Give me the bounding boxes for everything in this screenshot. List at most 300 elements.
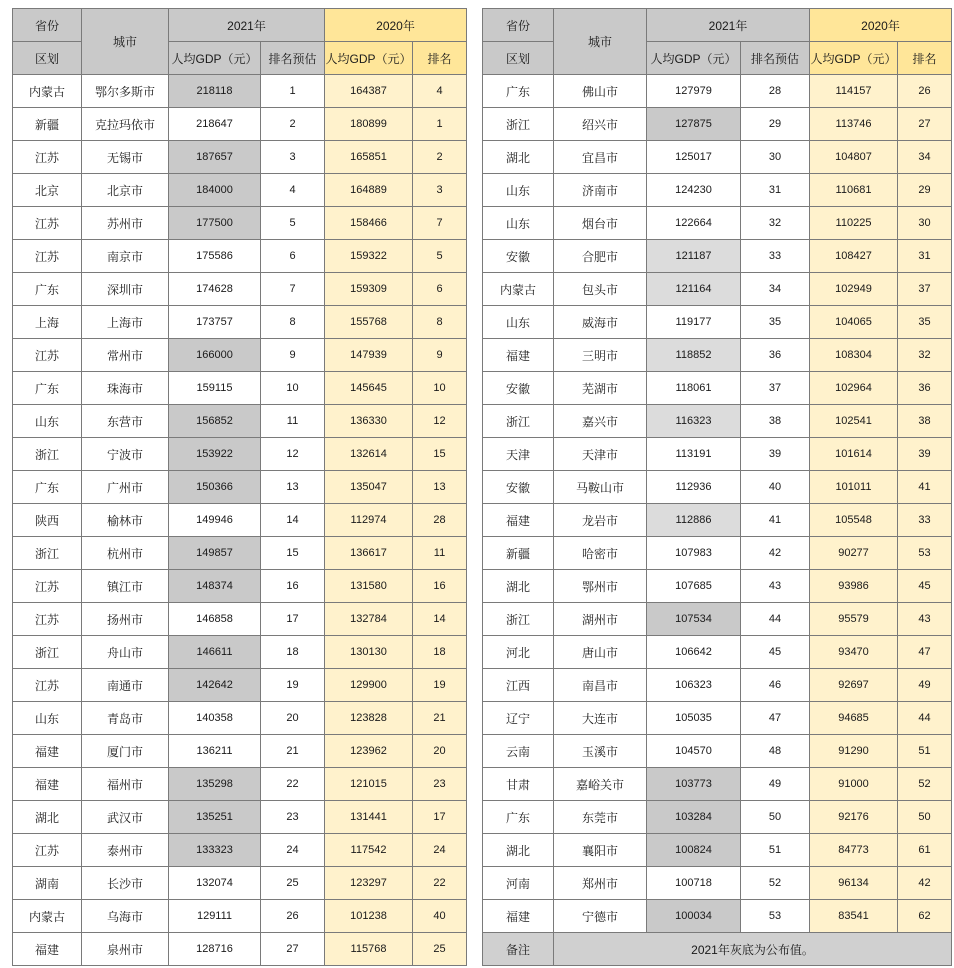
city-cell: 南京市: [82, 240, 169, 273]
rank-estimate-cell: 21: [261, 735, 325, 768]
city-cell: 乌海市: [82, 900, 169, 933]
table-row: [13, 834, 467, 867]
city-cell: 武汉市: [82, 801, 169, 834]
table-row: [13, 702, 467, 735]
header-2020: 2020年: [810, 9, 952, 42]
gdp-2020-cell: 123297: [325, 867, 413, 900]
rank-2020-cell: 26: [898, 75, 952, 108]
gdp-2021-cell: 177500: [169, 207, 261, 240]
gdp-2020-cell: 93986: [810, 570, 898, 603]
gdp-2021-cell: 218647: [169, 108, 261, 141]
rank-2020-cell: 2: [413, 141, 467, 174]
gdp-2020-cell: 131441: [325, 801, 413, 834]
province-cell: 江苏: [13, 339, 82, 372]
rank-estimate-cell: 26: [261, 900, 325, 933]
province-cell: 江苏: [13, 603, 82, 636]
table-row: [483, 471, 952, 504]
table-row: [13, 735, 467, 768]
rank-estimate-cell: 4: [261, 174, 325, 207]
rank-2020-cell: 4: [413, 75, 467, 108]
province-cell: 山东: [483, 306, 554, 339]
gdp-2020-cell: 94685: [810, 702, 898, 735]
rank-estimate-cell: 22: [261, 768, 325, 801]
city-cell: 湖州市: [554, 603, 647, 636]
rank-2020-cell: 18: [413, 636, 467, 669]
city-cell: 合肥市: [554, 240, 647, 273]
ranking-table-left: [12, 8, 467, 966]
province-cell: 浙江: [483, 603, 554, 636]
rank-estimate-cell: 38: [741, 405, 810, 438]
rank-2020-cell: 14: [413, 603, 467, 636]
gdp-2020-cell: 91290: [810, 735, 898, 768]
table-row: [13, 207, 467, 240]
city-cell: 苏州市: [82, 207, 169, 240]
table-row: [483, 801, 952, 834]
rank-estimate-cell: 14: [261, 504, 325, 537]
table-row: [483, 669, 952, 702]
city-cell: 龙岩市: [554, 504, 647, 537]
gdp-2020-cell: 136330: [325, 405, 413, 438]
table-body-right: [483, 75, 952, 933]
header-province: 省份: [13, 9, 82, 42]
gdp-2020-cell: 115768: [325, 933, 413, 966]
rank-estimate-cell: 8: [261, 306, 325, 339]
table-row: [483, 240, 952, 273]
gdp-2021-cell: 136211: [169, 735, 261, 768]
header-rank-estimate: 排名预估: [741, 42, 810, 75]
gdp-2020-cell: 114157: [810, 75, 898, 108]
rank-2020-cell: 39: [898, 438, 952, 471]
table-row: [483, 636, 952, 669]
city-cell: 东营市: [82, 405, 169, 438]
header-province: 省份: [483, 9, 554, 42]
gdp-2020-cell: 136617: [325, 537, 413, 570]
gdp-2021-cell: 107685: [647, 570, 741, 603]
gdp-2020-cell: 130130: [325, 636, 413, 669]
rank-estimate-cell: 3: [261, 141, 325, 174]
gdp-2021-cell: 116323: [647, 405, 741, 438]
gdp-2021-cell: 166000: [169, 339, 261, 372]
province-cell: 浙江: [13, 537, 82, 570]
gdp-2020-cell: 112974: [325, 504, 413, 537]
gdp-2020-cell: 159322: [325, 240, 413, 273]
rank-estimate-cell: 2: [261, 108, 325, 141]
province-cell: 辽宁: [483, 702, 554, 735]
gdp-2020-cell: 92697: [810, 669, 898, 702]
rank-estimate-cell: 39: [741, 438, 810, 471]
gdp-2020-cell: 108304: [810, 339, 898, 372]
table-row: [13, 174, 467, 207]
rank-2020-cell: 21: [413, 702, 467, 735]
header-gdp-2020: 人均GDP（元）: [810, 42, 898, 75]
gdp-2021-cell: 127875: [647, 108, 741, 141]
rank-2020-cell: 31: [898, 240, 952, 273]
city-cell: 包头市: [554, 273, 647, 306]
rank-estimate-cell: 37: [741, 372, 810, 405]
rank-2020-cell: 5: [413, 240, 467, 273]
rank-2020-cell: 22: [413, 867, 467, 900]
city-cell: 大连市: [554, 702, 647, 735]
gdp-2020-cell: 93470: [810, 636, 898, 669]
city-cell: 玉溪市: [554, 735, 647, 768]
province-cell: 内蒙古: [483, 273, 554, 306]
rank-estimate-cell: 32: [741, 207, 810, 240]
city-cell: 北京市: [82, 174, 169, 207]
gdp-2021-cell: 175586: [169, 240, 261, 273]
rank-estimate-cell: 42: [741, 537, 810, 570]
gdp-2020-cell: 102949: [810, 273, 898, 306]
table-row: [13, 867, 467, 900]
gdp-2020-cell: 84773: [810, 834, 898, 867]
rank-2020-cell: 11: [413, 537, 467, 570]
gdp-2021-cell: 174628: [169, 273, 261, 306]
rank-2020-cell: 47: [898, 636, 952, 669]
rank-estimate-cell: 51: [741, 834, 810, 867]
table-row: [13, 372, 467, 405]
rank-estimate-cell: 35: [741, 306, 810, 339]
rank-2020-cell: 12: [413, 405, 467, 438]
gdp-2020-cell: 90277: [810, 537, 898, 570]
gdp-2021-cell: 129111: [169, 900, 261, 933]
header-rank-2020: 排名: [898, 42, 952, 75]
province-cell: 安徽: [483, 471, 554, 504]
gdp-2021-cell: 132074: [169, 867, 261, 900]
province-cell: 山东: [483, 174, 554, 207]
rank-2020-cell: 53: [898, 537, 952, 570]
header-gdp-2020: 人均GDP（元）: [325, 42, 413, 75]
province-cell: 福建: [13, 768, 82, 801]
rank-estimate-cell: 53: [741, 900, 810, 933]
rank-estimate-cell: 5: [261, 207, 325, 240]
note-label: 备注: [483, 933, 554, 966]
rank-estimate-cell: 6: [261, 240, 325, 273]
rank-2020-cell: 8: [413, 306, 467, 339]
rank-estimate-cell: 20: [261, 702, 325, 735]
gdp-2020-cell: 110681: [810, 174, 898, 207]
gdp-2021-cell: 125017: [647, 141, 741, 174]
rank-estimate-cell: 33: [741, 240, 810, 273]
table-row: [483, 867, 952, 900]
gdp-2020-cell: 104807: [810, 141, 898, 174]
city-cell: 唐山市: [554, 636, 647, 669]
province-cell: 河北: [483, 636, 554, 669]
table-row: [13, 75, 467, 108]
city-cell: 舟山市: [82, 636, 169, 669]
rank-2020-cell: 49: [898, 669, 952, 702]
gdp-2020-cell: 147939: [325, 339, 413, 372]
rank-estimate-cell: 49: [741, 768, 810, 801]
rank-2020-cell: 19: [413, 669, 467, 702]
gdp-2021-cell: 156852: [169, 405, 261, 438]
gdp-2020-cell: 135047: [325, 471, 413, 504]
province-cell: 湖南: [13, 867, 82, 900]
header-city: 城市: [82, 9, 169, 75]
province-cell: 河南: [483, 867, 554, 900]
gdp-2021-cell: 121187: [647, 240, 741, 273]
city-cell: 嘉兴市: [554, 405, 647, 438]
province-cell: 湖北: [13, 801, 82, 834]
city-cell: 绍兴市: [554, 108, 647, 141]
rank-2020-cell: 50: [898, 801, 952, 834]
table-row: [483, 108, 952, 141]
city-cell: 南昌市: [554, 669, 647, 702]
gdp-2020-cell: 117542: [325, 834, 413, 867]
rank-2020-cell: 44: [898, 702, 952, 735]
province-cell: 安徽: [483, 240, 554, 273]
gdp-2021-cell: 119177: [647, 306, 741, 339]
province-cell: 甘肃: [483, 768, 554, 801]
gdp-2021-cell: 150366: [169, 471, 261, 504]
table-body-left: [13, 75, 467, 966]
province-cell: 广东: [483, 801, 554, 834]
city-cell: 广州市: [82, 471, 169, 504]
city-cell: 郑州市: [554, 867, 647, 900]
province-cell: 新疆: [483, 537, 554, 570]
table-row: [13, 405, 467, 438]
table-row: [13, 438, 467, 471]
header-region: 区划: [13, 42, 82, 75]
gdp-2020-cell: 91000: [810, 768, 898, 801]
rank-2020-cell: 20: [413, 735, 467, 768]
gdp-2021-cell: 218118: [169, 75, 261, 108]
header-2021: 2021年: [169, 9, 325, 42]
province-cell: 陕西: [13, 504, 82, 537]
gdp-2020-cell: 101614: [810, 438, 898, 471]
gdp-2021-cell: 149857: [169, 537, 261, 570]
rank-estimate-cell: 48: [741, 735, 810, 768]
rank-estimate-cell: 19: [261, 669, 325, 702]
table-row: [483, 339, 952, 372]
gdp-2020-cell: 104065: [810, 306, 898, 339]
city-cell: 襄阳市: [554, 834, 647, 867]
city-cell: 无锡市: [82, 141, 169, 174]
table-row: [13, 471, 467, 504]
rank-estimate-cell: 29: [741, 108, 810, 141]
table-gap: [466, 8, 482, 968]
gdp-2021-cell: 184000: [169, 174, 261, 207]
city-cell: 榆林市: [82, 504, 169, 537]
gdp-2021-cell: 100034: [647, 900, 741, 933]
gdp-2021-cell: 113191: [647, 438, 741, 471]
header-region: 区划: [483, 42, 554, 75]
table-row: [483, 207, 952, 240]
rank-estimate-cell: 17: [261, 603, 325, 636]
gdp-2020-cell: 108427: [810, 240, 898, 273]
province-cell: 内蒙古: [13, 900, 82, 933]
rank-estimate-cell: 41: [741, 504, 810, 537]
city-cell: 长沙市: [82, 867, 169, 900]
table-row: [13, 636, 467, 669]
rank-estimate-cell: 27: [261, 933, 325, 966]
gdp-2021-cell: 100824: [647, 834, 741, 867]
gdp-2020-cell: 165851: [325, 141, 413, 174]
table-row: [483, 834, 952, 867]
rank-estimate-cell: 34: [741, 273, 810, 306]
province-cell: 浙江: [483, 108, 554, 141]
city-cell: 福州市: [82, 768, 169, 801]
table-row: [483, 306, 952, 339]
rank-2020-cell: 33: [898, 504, 952, 537]
gdp-2020-cell: 164387: [325, 75, 413, 108]
gdp-2020-cell: 180899: [325, 108, 413, 141]
gdp-2021-cell: 127979: [647, 75, 741, 108]
province-cell: 江苏: [13, 570, 82, 603]
table-row: [483, 141, 952, 174]
gdp-2021-cell: 140358: [169, 702, 261, 735]
rank-2020-cell: 25: [413, 933, 467, 966]
city-cell: 威海市: [554, 306, 647, 339]
rank-2020-cell: 29: [898, 174, 952, 207]
gdp-2021-cell: 149946: [169, 504, 261, 537]
gdp-2020-cell: 96134: [810, 867, 898, 900]
rank-2020-cell: 3: [413, 174, 467, 207]
table-row: [483, 405, 952, 438]
table-row: [483, 702, 952, 735]
gdp-2021-cell: 187657: [169, 141, 261, 174]
gdp-2020-cell: 105548: [810, 504, 898, 537]
province-cell: 江苏: [13, 669, 82, 702]
rank-2020-cell: 32: [898, 339, 952, 372]
table-row: [13, 240, 467, 273]
table-row: [483, 438, 952, 471]
province-cell: 山东: [13, 405, 82, 438]
gdp-2020-cell: 113746: [810, 108, 898, 141]
rank-2020-cell: 34: [898, 141, 952, 174]
gdp-2021-cell: 118061: [647, 372, 741, 405]
province-cell: 福建: [483, 339, 554, 372]
table-row: [13, 570, 467, 603]
header-2021: 2021年: [647, 9, 810, 42]
city-cell: 南通市: [82, 669, 169, 702]
rank-2020-cell: 42: [898, 867, 952, 900]
province-cell: 上海: [13, 306, 82, 339]
ranking-table-right: [482, 8, 952, 966]
rank-estimate-cell: 46: [741, 669, 810, 702]
gdp-2021-cell: 121164: [647, 273, 741, 306]
city-cell: 马鞍山市: [554, 471, 647, 504]
gdp-2021-cell: 104570: [647, 735, 741, 768]
gdp-2021-cell: 112936: [647, 471, 741, 504]
gdp-2020-cell: 155768: [325, 306, 413, 339]
city-cell: 宜昌市: [554, 141, 647, 174]
rank-2020-cell: 13: [413, 471, 467, 504]
gdp-2021-cell: 107534: [647, 603, 741, 636]
rank-2020-cell: 24: [413, 834, 467, 867]
rank-2020-cell: 1: [413, 108, 467, 141]
gdp-2020-cell: 159309: [325, 273, 413, 306]
gdp-2020-cell: 158466: [325, 207, 413, 240]
province-cell: 福建: [483, 900, 554, 933]
rank-estimate-cell: 45: [741, 636, 810, 669]
city-cell: 镇江市: [82, 570, 169, 603]
city-cell: 济南市: [554, 174, 647, 207]
table-row: [483, 174, 952, 207]
table-row: [13, 768, 467, 801]
province-cell: 湖北: [483, 570, 554, 603]
rank-2020-cell: 16: [413, 570, 467, 603]
rank-estimate-cell: 16: [261, 570, 325, 603]
rank-2020-cell: 43: [898, 603, 952, 636]
gdp-2021-cell: 146611: [169, 636, 261, 669]
rank-estimate-cell: 18: [261, 636, 325, 669]
rank-2020-cell: 17: [413, 801, 467, 834]
rank-2020-cell: 6: [413, 273, 467, 306]
rank-2020-cell: 45: [898, 570, 952, 603]
rank-estimate-cell: 30: [741, 141, 810, 174]
province-cell: 广东: [483, 75, 554, 108]
province-cell: 广东: [13, 471, 82, 504]
gdp-2020-cell: 92176: [810, 801, 898, 834]
city-cell: 厦门市: [82, 735, 169, 768]
table-row: [13, 537, 467, 570]
city-cell: 珠海市: [82, 372, 169, 405]
gdp-2021-cell: 148374: [169, 570, 261, 603]
gdp-2020-cell: 95579: [810, 603, 898, 636]
table-row: [483, 735, 952, 768]
rank-estimate-cell: 10: [261, 372, 325, 405]
province-cell: 云南: [483, 735, 554, 768]
rank-2020-cell: 52: [898, 768, 952, 801]
rank-estimate-cell: 43: [741, 570, 810, 603]
province-cell: 浙江: [483, 405, 554, 438]
table-row: [13, 273, 467, 306]
city-cell: 扬州市: [82, 603, 169, 636]
city-cell: 鄂州市: [554, 570, 647, 603]
header-gdp-2021: 人均GDP（元）: [647, 42, 741, 75]
table-row: [483, 504, 952, 537]
province-cell: 福建: [13, 735, 82, 768]
gdp-2020-cell: 164889: [325, 174, 413, 207]
gdp-2021-cell: 153922: [169, 438, 261, 471]
province-cell: 广东: [13, 372, 82, 405]
rank-estimate-cell: 52: [741, 867, 810, 900]
rank-estimate-cell: 47: [741, 702, 810, 735]
gdp-2021-cell: 128716: [169, 933, 261, 966]
province-cell: 江苏: [13, 207, 82, 240]
city-cell: 上海市: [82, 306, 169, 339]
gdp-2021-cell: 133323: [169, 834, 261, 867]
gdp-2020-cell: 121015: [325, 768, 413, 801]
gdp-2020-cell: 145645: [325, 372, 413, 405]
province-cell: 福建: [483, 504, 554, 537]
gdp-2020-cell: 131580: [325, 570, 413, 603]
city-cell: 哈密市: [554, 537, 647, 570]
gdp-2020-cell: 110225: [810, 207, 898, 240]
city-cell: 宁德市: [554, 900, 647, 933]
city-cell: 泉州市: [82, 933, 169, 966]
city-cell: 杭州市: [82, 537, 169, 570]
gdp-2021-cell: 106323: [647, 669, 741, 702]
rank-estimate-cell: 28: [741, 75, 810, 108]
city-cell: 泰州市: [82, 834, 169, 867]
note-text: 2021年灰底为公布值。: [554, 933, 952, 966]
table-row: [13, 504, 467, 537]
city-cell: 宁波市: [82, 438, 169, 471]
gdp-2021-cell: 100718: [647, 867, 741, 900]
rank-2020-cell: 10: [413, 372, 467, 405]
rank-2020-cell: 7: [413, 207, 467, 240]
gdp-2020-cell: 129900: [325, 669, 413, 702]
province-cell: 江西: [483, 669, 554, 702]
province-cell: 广东: [13, 273, 82, 306]
gdp-2021-cell: 159115: [169, 372, 261, 405]
city-cell: 常州市: [82, 339, 169, 372]
table-row: [13, 108, 467, 141]
gdp-2020-cell: 132784: [325, 603, 413, 636]
rank-2020-cell: 27: [898, 108, 952, 141]
rank-2020-cell: 30: [898, 207, 952, 240]
gdp-2021-cell: 103284: [647, 801, 741, 834]
